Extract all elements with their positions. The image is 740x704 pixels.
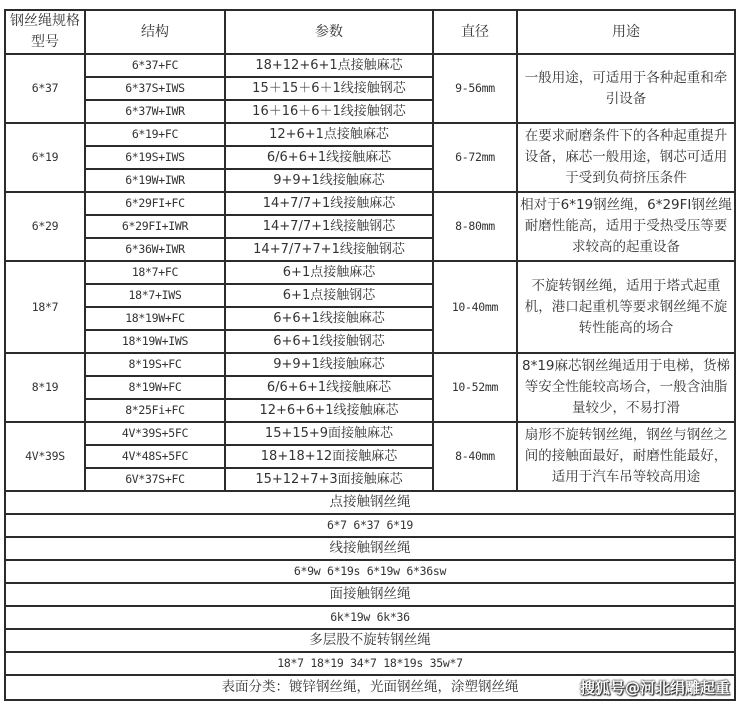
params-cell: 15+12+7+3面接触麻芯: [225, 468, 433, 491]
table-row: [5, 192, 735, 215]
usage-cell: 扇形不旋转钢丝绳，钢丝与钢丝之间的接触面最好，耐磨性能最好，适用于汽车吊等较高用途: [517, 422, 735, 491]
structure-cell: 6*19S+IWS: [85, 146, 225, 169]
params-cell: 14+7/7+1线接触钢芯: [225, 215, 433, 238]
diameter-cell: 10-40mm: [433, 261, 517, 353]
usage-cell: 在要求耐磨条件下的各种起重提升设备，麻芯一般用途，钢芯可适用于受到负荷挤压条件: [517, 123, 735, 192]
category-title-row: [5, 583, 735, 606]
diameter-cell: 8-80mm: [433, 192, 517, 261]
table-row: [5, 422, 735, 445]
params-cell: 6+1点接触钢芯: [225, 284, 433, 307]
header-row: [5, 10, 735, 54]
structure-cell: 18*19W+FC: [85, 307, 225, 330]
params-cell: 6+6+1线接触钢芯: [225, 330, 433, 353]
category-title-line-contact: 线接触钢丝绳: [5, 537, 735, 560]
params-cell: 15＋15＋6＋1线接触钢芯: [225, 77, 433, 100]
structure-cell: 6*37S+IWS: [85, 77, 225, 100]
structure-cell: 4V*48S+5FC: [85, 445, 225, 468]
params-cell: 14+7/7+1线接触麻芯: [225, 192, 433, 215]
structure-cell: 8*19W+FC: [85, 376, 225, 399]
model-cell: 4V*39S: [5, 422, 85, 491]
category-title-row: [5, 491, 735, 514]
structure-cell: 6*29FI+FC: [85, 192, 225, 215]
structure-cell: 6*19W+IWR: [85, 169, 225, 192]
usage-cell: 不旋转钢丝绳，适用于塔式起重机，港口起重机等要求钢丝绳不旋转性能高的场合: [517, 261, 735, 353]
category-items-surface-contact: 6k*19w 6k*36: [5, 606, 735, 629]
category-title-point-contact: 点接触钢丝绳: [5, 491, 735, 514]
structure-cell: 4V*39S+5FC: [85, 422, 225, 445]
category-items-row: [5, 514, 735, 537]
table-row: [5, 261, 735, 284]
structure-cell: 6*29FI+IWR: [85, 215, 225, 238]
category-title-surface-contact: 面接触钢丝绳: [5, 583, 735, 606]
structure-cell: 6*36W+IWR: [85, 238, 225, 261]
category-items-row: [5, 606, 735, 629]
model-cell: 8*19: [5, 353, 85, 422]
structure-cell: 6*19+FC: [85, 123, 225, 146]
category-title-multilayer-nonrotating: 多层股不旋转钢丝绳: [5, 629, 735, 652]
usage-cell: 一般用途，可适用于各种起重和牵引设备: [517, 54, 735, 123]
model-cell: 6*19: [5, 123, 85, 192]
table-row: [5, 54, 735, 77]
category-items-row: [5, 560, 735, 583]
usage-cell: 相对于6*19钢丝绳，6*29FI钢丝绳耐磨性能高，适用于受热受压等要求较高的起重设备: [517, 192, 735, 261]
params-cell: 18+18+12面接触麻芯: [225, 445, 433, 468]
model-cell: 18*7: [5, 261, 85, 353]
params-cell: 9+9+1线接触麻芯: [225, 353, 433, 376]
header-structure: 结构: [85, 10, 225, 54]
category-title-row: [5, 537, 735, 560]
header-model: 钢丝绳规格型号: [5, 10, 85, 54]
params-cell: 15+15+9面接触麻芯: [225, 422, 433, 445]
surface-classification-text: 表面分类：镀锌钢丝绳，光面钢丝绳，涂塑钢丝绳: [221, 679, 519, 695]
table-row: [5, 353, 735, 376]
params-cell: 9+9+1线接触麻芯: [225, 169, 433, 192]
model-cell: 6*29: [5, 192, 85, 261]
category-items-multilayer-nonrotating: 18*7 18*19 34*7 18*19s 35w*7: [5, 652, 735, 675]
diameter-cell: 10-52mm: [433, 353, 517, 422]
params-cell: 6+1点接触麻芯: [225, 261, 433, 284]
structure-cell: 18*19W+IWS: [85, 330, 225, 353]
structure-cell: 18*7+IWS: [85, 284, 225, 307]
params-cell: 6/6+6+1线接触麻芯: [225, 146, 433, 169]
header-params: 参数: [225, 10, 433, 54]
header-usage: 用途: [517, 10, 735, 54]
diameter-cell: 6-72mm: [433, 123, 517, 192]
category-title-row: [5, 629, 735, 652]
usage-cell: 8*19麻芯钢丝绳适用于电梯，货梯等安全性能较高场合，一般含油脂量较少，不易打滑: [517, 353, 735, 422]
params-cell: 12+6+1点接触麻芯: [225, 123, 433, 146]
structure-cell: 8*19S+FC: [85, 353, 225, 376]
header-diameter: 直径: [433, 10, 517, 54]
params-cell: 16＋16＋6＋1线接触钢芯: [225, 100, 433, 123]
footer-row: [5, 675, 735, 700]
diameter-cell: 8-40mm: [433, 422, 517, 491]
structure-cell: 6*37W+IWR: [85, 100, 225, 123]
category-items-row: [5, 652, 735, 675]
params-cell: 12+6+6+1线接触麻芯: [225, 399, 433, 422]
surface-classification-cell: [5, 675, 735, 700]
table-row: [5, 123, 735, 146]
model-cell: 6*37: [5, 54, 85, 123]
wire-rope-spec-table: [4, 9, 736, 701]
structure-cell: 6V*37S+FC: [85, 468, 225, 491]
diameter-cell: 9-56mm: [433, 54, 517, 123]
params-cell: 14+7/7+7+1线接触钢芯: [225, 238, 433, 261]
params-cell: 18+12+6+1点接触麻芯: [225, 54, 433, 77]
category-items-line-contact: 6*9w 6*19s 6*19w 6*36sw: [5, 560, 735, 583]
structure-cell: 6*37+FC: [85, 54, 225, 77]
structure-cell: 18*7+FC: [85, 261, 225, 284]
params-cell: 6+6+1线接触麻芯: [225, 307, 433, 330]
watermark: 搜狐号@河北绢雕起重: [579, 679, 730, 697]
category-items-point-contact: 6*7 6*37 6*19: [5, 514, 735, 537]
structure-cell: 8*25Fi+FC: [85, 399, 225, 422]
params-cell: 6/6+6+1线接触麻芯: [225, 376, 433, 399]
wire-rope-spec-table-container: [4, 9, 734, 701]
